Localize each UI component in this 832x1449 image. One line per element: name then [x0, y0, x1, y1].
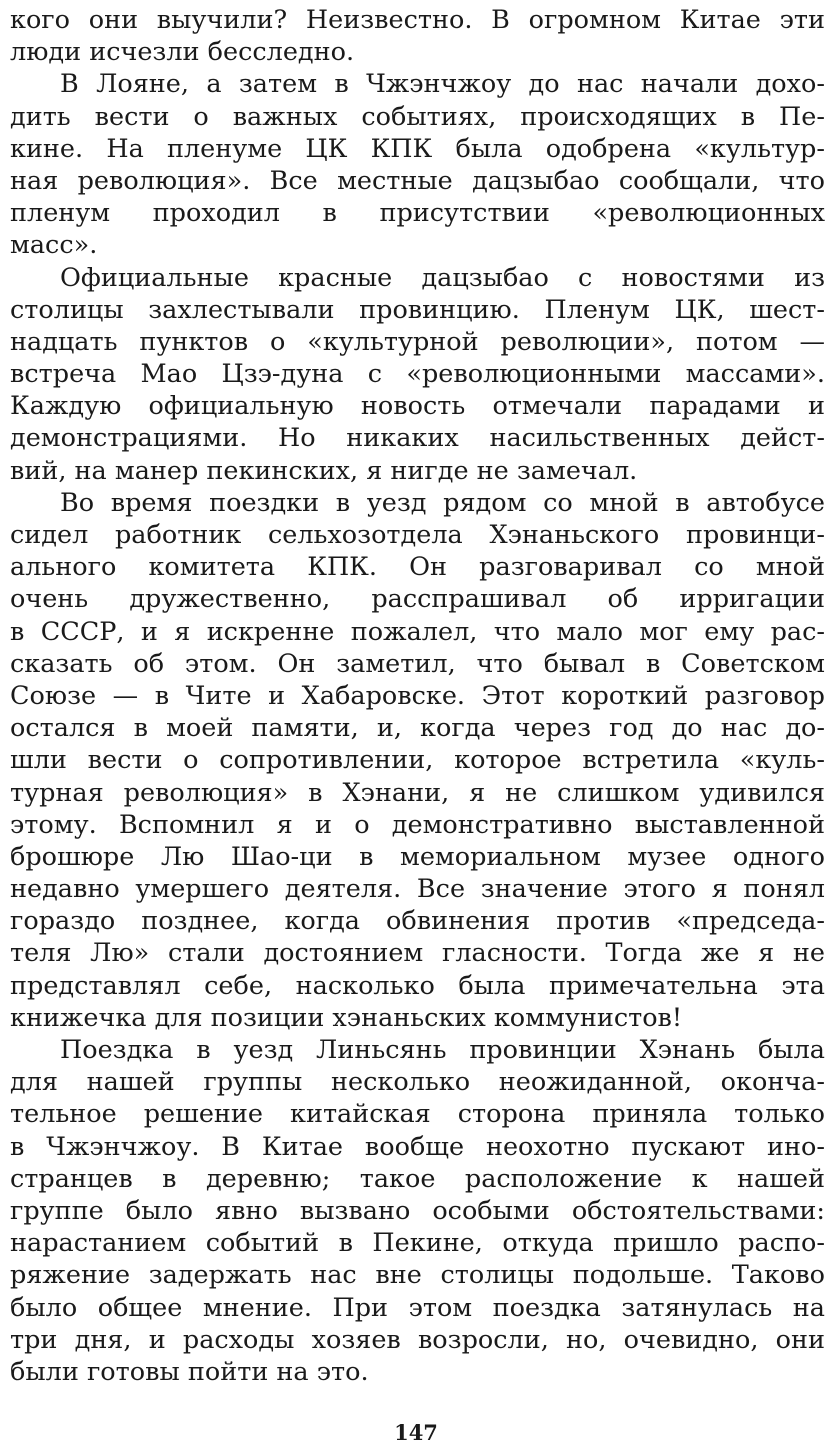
text-line: кого они выучили? Неизвестно. В огромном Китае эти [10, 5, 825, 35]
text-line: встреча Мао Цзэ-дуна с «революционными массами». [10, 359, 825, 390]
text-line: в СССР, и я искренне пожалел, что мало мог ему рас- [10, 616, 825, 647]
text-line: демонстрациями. Но никаких насильственных дейст- [10, 423, 825, 454]
text-line: сказать об этом. Он заметил, что бывал в Советском [10, 648, 825, 679]
paragraph-start-line: Поездка в уезд Линьсянь провинции Хэнань была [60, 1035, 825, 1065]
text-line: надцать пунктов о «культурной революции», потом — [10, 326, 825, 357]
text-line: Союзе — в Чите и Хабаровске. Этот короткий разговор [10, 680, 825, 711]
text-line: люди исчезли бесследно. [10, 37, 355, 68]
text-line: турная революция» в Хэнани, я не слишком удивился [10, 777, 825, 808]
text-line: тельное решение китайская сторона приняла только [10, 1099, 825, 1130]
text-line: вий, на манер пекинских, я нигде не замечал. [10, 455, 638, 486]
text-line: группе было явно вызвано особыми обстоятельствами: [10, 1195, 825, 1226]
book-page-text [10, 4, 825, 1388]
text-line: недавно умершего деятеля. Все значение этого я понял [10, 874, 825, 905]
text-line: нарастанием событий в Пекине, откуда пришло распо- [10, 1228, 825, 1259]
text-line: столицы захлестывали провинцию. Пленум ЦК, шест- [10, 294, 825, 325]
text-line: ная революция». Все местные дацзыбао сообщали, что [10, 165, 825, 196]
paragraph-start-line: В Лояне, а затем в Чжэнчжоу до нас начали дохо- [60, 69, 825, 100]
page-number: 147 [394, 1420, 438, 1445]
text-line: было общее мнение. При этом поездка затянулась на [10, 1292, 825, 1323]
text-line: книжечка для позиции хэнаньских коммунистов! [10, 1002, 683, 1033]
text-line: в Чжэнчжоу. В Китае вообще неохотно пускают ино- [10, 1131, 825, 1162]
text-line: этому. Вспомнил я и о демонстративно выставленной [10, 809, 825, 840]
text-line: ряжение задержать нас вне столицы подольше. Таково [10, 1260, 825, 1291]
paragraph-start-line: Во время поездки в уезд рядом со мной в автобусе [60, 487, 825, 518]
text-line: дить вести о важных событиях, происходящих в Пе- [10, 101, 825, 132]
text-line: очень дружественно, расспрашивал об ирригации [10, 584, 825, 615]
text-line: Каждую официальную новость отмечали парадами и [10, 391, 825, 422]
text-line: ального комитета КПК. Он разговаривал со мной [10, 552, 825, 583]
text-line: сидел работник сельхозотдела Хэнаньского провинци- [10, 520, 825, 550]
text-line: пленум проходил в присутствии «революционных [10, 198, 825, 229]
text-line: остался в моей памяти, и, когда через год до нас до- [10, 713, 825, 744]
text-line: брошюре Лю Шао-ци в мемориальном музее одного [10, 841, 825, 872]
text-line: три дня, и расходы хозяев возросли, но, очевидно, они [10, 1324, 825, 1355]
text-line: были готовы пойти на это. [10, 1356, 369, 1387]
text-line: шли вести о сопротивлении, которое встретила «куль- [10, 745, 825, 776]
paragraph-start-line: Официальные красные дацзыбао с новостями из [60, 262, 825, 293]
text-line: гораздо позднее, когда обвинения против «председа- [10, 906, 825, 937]
text-line: представлял себе, насколько была примечательна эта [10, 970, 825, 1001]
text-line: масс». [10, 230, 98, 261]
text-line: для нашей группы несколько неожиданной, оконча- [10, 1067, 825, 1098]
text-line: теля Лю» стали достоянием гласности. Тогда же я не [10, 938, 825, 969]
text-line: странцев в деревню; такое расположение к нашей [10, 1163, 825, 1194]
text-line: кине. На пленуме ЦК КПК была одобрена «культур- [10, 133, 825, 164]
